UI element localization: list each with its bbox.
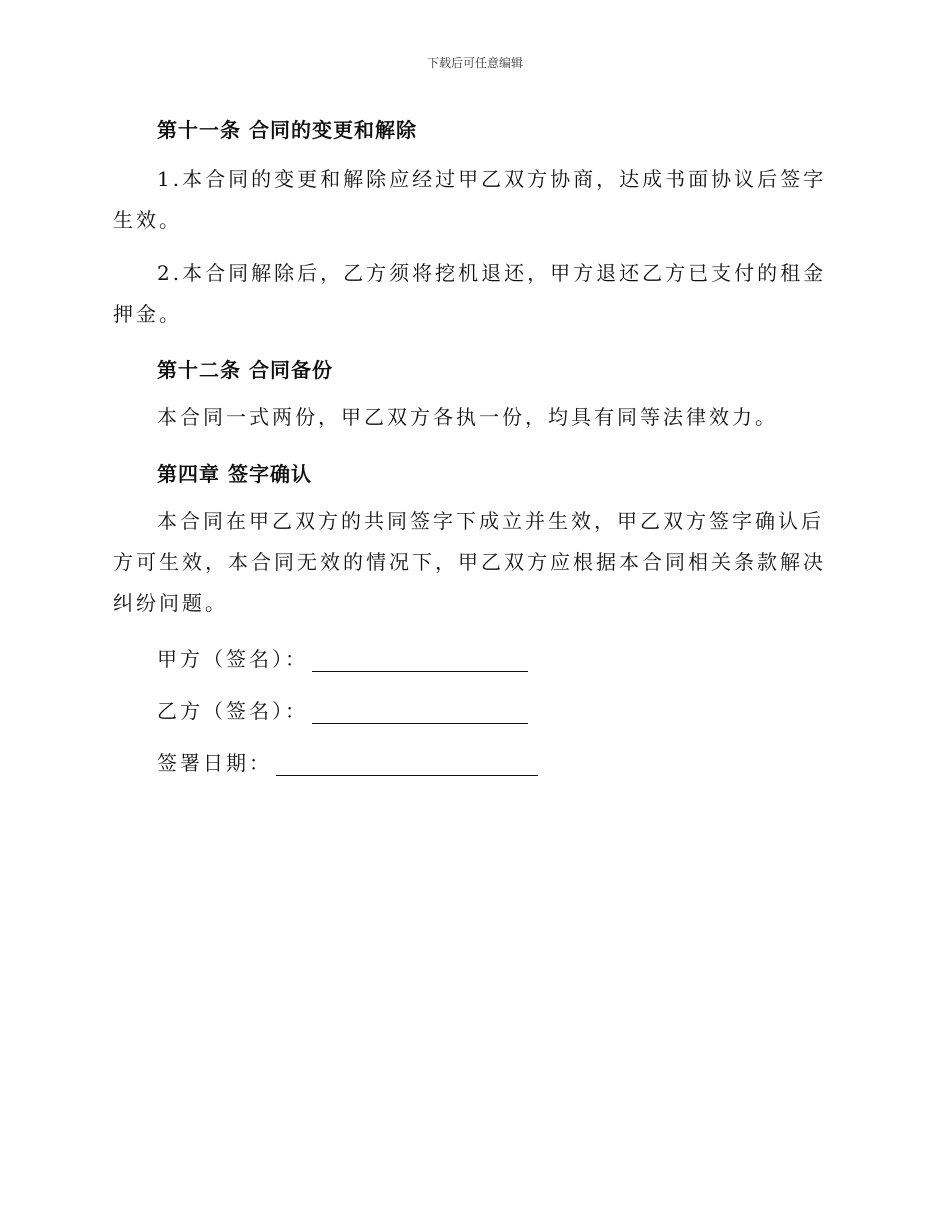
party-b-signature-line[interactable]: [312, 701, 528, 724]
article-12-paragraph: 本合同一式两份，甲乙双方各执一份，均具有同等法律效力。: [157, 405, 778, 429]
article-11-heading: 第十一条 合同的变更和解除: [157, 118, 417, 142]
party-a-signature-label: 甲方（签名）：: [157, 647, 308, 671]
party-a-signature-line[interactable]: [312, 649, 528, 672]
chapter-4-paragraph: 本合同在甲乙双方的共同签字下成立并生效，甲乙双方签字确认后方可生效，本合同无效的情况下，甲乙双方应根据本合同相关条款解决纠纷问题。: [113, 509, 826, 615]
sign-date-line[interactable]: [276, 753, 538, 776]
article-12-heading: 第十二条 合同备份: [157, 358, 333, 382]
sign-date-row: [157, 746, 538, 776]
article-11-paragraph-1: 1.本合同的变更和解除应经过甲乙双方协商，达成书面协议后签字生效。: [113, 167, 827, 232]
chapter-4-heading: 第四章 签字确认: [157, 462, 312, 486]
party-b-signature-row: [157, 694, 528, 724]
party-b-signature-label: 乙方（签名）：: [157, 699, 308, 723]
sign-date-label: 签署日期：: [157, 751, 272, 775]
party-a-signature-row: [157, 642, 528, 672]
header-note: 下载后可任意编辑: [426, 56, 523, 70]
article-11-paragraph-2: 2.本合同解除后，乙方须将挖机退还，甲方退还乙方已支付的租金押金。: [113, 261, 827, 326]
